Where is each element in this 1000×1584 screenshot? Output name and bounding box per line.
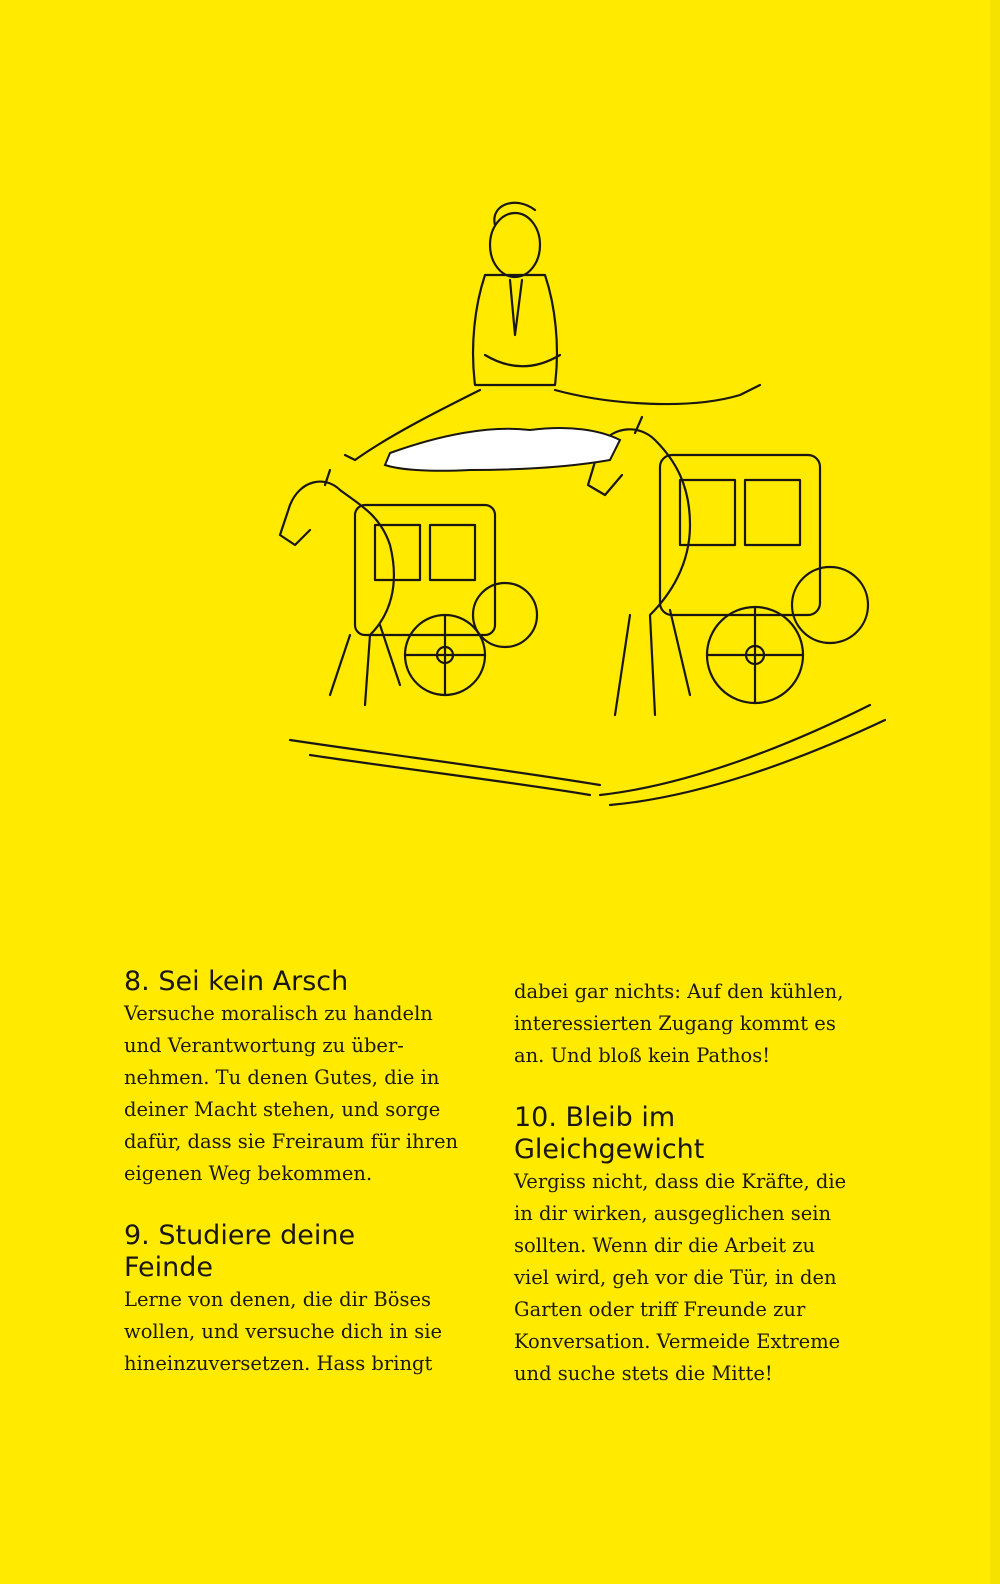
- section-body-8: Versuche moralisch zu handeln und Verantwortung zu über- nehmen. Tu denen Gutes, die in deiner Macht stehen, und sorge dafür, dass sie Freiraum für ihren eigenen Weg bekommen.: [124, 1002, 459, 1185]
- section-heading-9: 9. Studiere deine Feinde: [124, 1220, 356, 1283]
- section-body-10: Vergiss nicht, dass die Kräfte, die in dir wirken, ausgeglichen sein sollten. Wenn dir die Arbeit zu viel wird, geh vor die Tür, in den Garten oder triff Freunde zur Konversation. Vermeide Extreme und suche stets die Mitte!: [514, 1170, 847, 1385]
- section-body-9-continued: dabei gar nichts: Auf den kühlen, interessierten Zugang kommt es an. Und bloß kein Pathos!: [514, 980, 844, 1067]
- text-column-right: [514, 966, 854, 1390]
- section-body-9: Lerne von denen, die dir Böses wollen, und versuche dich in sie hineinzuversetzen. Hass bringt: [124, 1288, 443, 1375]
- section-heading-10: 10. Bleib im Gleichgewicht: [514, 1102, 705, 1165]
- man-riding-two-carriages-illustration: [270, 185, 910, 825]
- text-column-left: [124, 966, 464, 1380]
- section-heading-8: 8. Sei kein Arsch: [124, 966, 349, 997]
- page-edge: [990, 0, 1000, 1584]
